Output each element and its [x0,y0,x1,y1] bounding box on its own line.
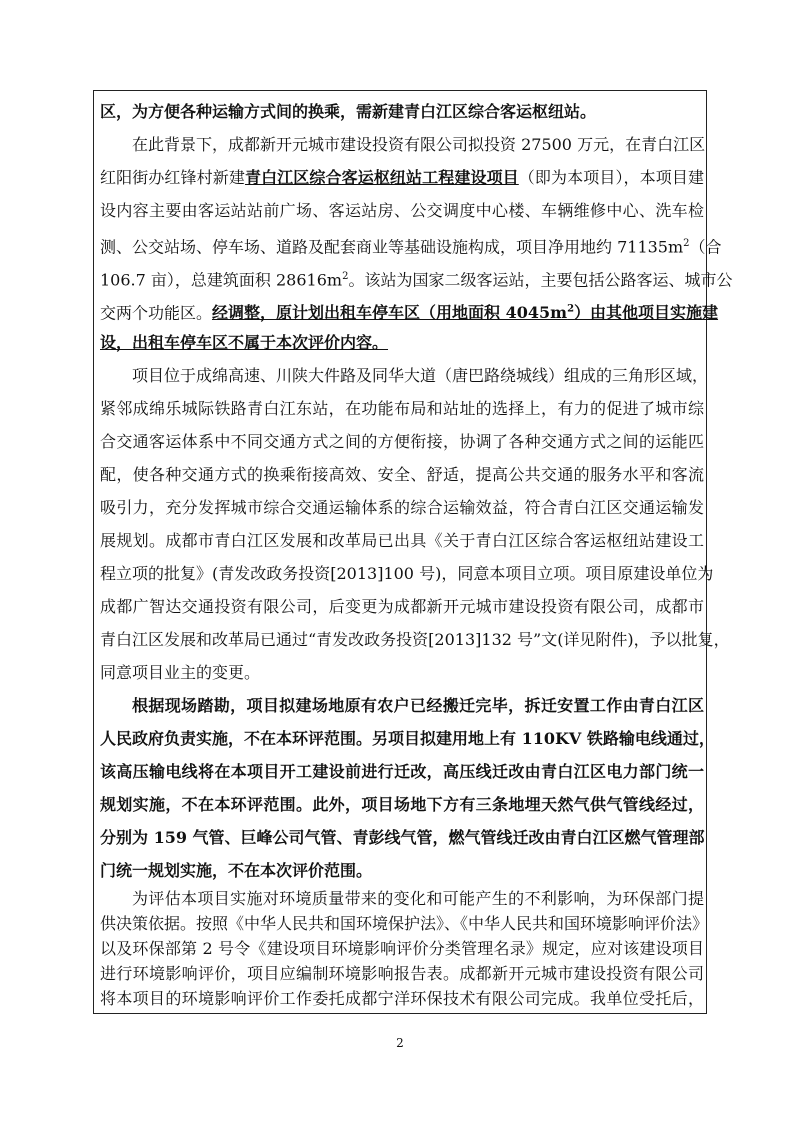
text-segment: 经调整，原计划出租车停车区（用地面积 4045m [212,303,568,323]
paragraph-3-line-5: 吸引力，充分发挥城市综合交通运输体系的综合运输效益，符合青白江区交通运输发 [100,498,704,517]
text-segment: （即为本项目），本项目建 [518,168,704,187]
paragraph-4-line-3: 该高压输电线将在本项目开工建设前进行迁改，高压线迁改由青白江区电力部门统一 [100,762,704,781]
paragraph-2-line-4 [100,229,722,259]
paragraph-4-line-4: 规划实施，不在本环评范围。此外，项目场地下方有三条地埋天然气供气管线经过， [100,795,704,814]
page-number: 2 [396,1036,404,1050]
superscript: 2 [683,238,690,249]
paragraph-5-line-4: 进行环境影响评价，项目应编制环境影响报告表。成都新开元城市建设投资有限公司 [100,964,704,983]
text-segment: 测、公交站场、停车场、道路及配套商业等基础设施构成，项目净用地约 71135m [100,237,684,257]
paragraph-5-line-3: 以及环保部第 2 号令《建设项目环境影响评价分类管理名录》规定，应对该建设项目 [100,939,704,958]
paragraph-2-line-2 [100,163,704,193]
paragraph-4-line-2: 人民政府负责实施，不在本环评范围。另项目拟建用地上有 110KV 铁路输电线通过， [100,729,715,748]
text-segment: 106.7 亩），总建筑面积 28616m [100,270,343,290]
paragraph-4-line-6: 门统一规划实施，不在本次评价范围。 [100,861,373,880]
text-segment: ）由其他项目实施建 [574,303,719,323]
superscript: 2 [567,304,575,315]
text-segment: 。该站为国家二级客运站，主要包括公路客运、城市公 [348,270,733,290]
paragraph-3-line-1: 项目位于成绵高速、川陕大件路及同华大道（唐巴路绕城线）组成的三角形区域， [132,366,709,385]
text-segment: 交两个功能区。 [100,303,213,323]
paragraph-2-line-6 [100,295,719,325]
adjustment-note [212,303,718,322]
paragraph-3-line-8: 成都广智达交通投资有限公司，后变更为成都新开元城市建设投资有限公司，成都市 [100,597,704,616]
superscript: 2 [342,271,349,282]
paragraph-3-line-2: 紧邻成绵乐城际铁路青白江东站，在功能布局和站址的选择上，有力的促进了城市综 [100,399,704,418]
paragraph-3-line-10: 同意项目业主的变更。 [100,663,261,682]
project-name-underlined: 青白江区综合客运枢纽站工程建设项目 [244,168,519,187]
paragraph-3-line-6: 展规划。成都市青白江区发展和改革局已出具《关于青白江区综合客运枢纽站建设工 [100,531,704,550]
paragraph-1-line-1: 区，为方便各种运输方式间的换乘，需新建青白江区综合客运枢纽站。 [100,102,597,121]
text-segment: （合 [689,237,722,257]
paragraph-2-line-3: 设内容主要由客运站站前广场、客运站房、公交调度中心楼、车辆维修中心、洗车检 [100,201,704,220]
paragraph-4-line-1: 根据现场踏勘，项目拟建场地原有农户已经搬迁完毕，拆迁安置工作由青白江区 [132,696,704,715]
paragraph-3-line-7: 程立项的批复》(青发改政务投资[2013]100 号)，同意本项目立项。项目原建设单位为 [100,564,714,583]
paragraph-2-line-7: 设，出租车停车区不属于本次评价内容。 [100,333,389,352]
paragraph-4-line-5: 分别为 159 气管、巨峰公司气管、青彭线气管，燃气管线迁改由青白江区燃气管理部 [100,828,705,847]
paragraph-3-line-3: 合交通客运体系中不同交通方式之间的方便衔接，协调了各种交通方式之间的运能匹 [100,432,704,451]
paragraph-5-line-2: 供决策依据。按照《中华人民共和国环境保护法》、《中华人民共和国环境影响评价法》 [100,914,709,933]
paragraph-3-line-9: 青白江区发展和改革局已通过“青发改政务投资[2013]132 号”文(详见附件)，予以批复， [100,630,730,649]
paragraph-5-line-1: 为评估本项目实施对环境质量带来的变化和可能产生的不利影响，为环保部门提 [132,889,704,908]
paragraph-2-line-1: 在此背景下，成都新开元城市建设投资有限公司拟投资 27500 万元，在青白江区 [132,135,706,154]
paragraph-2-line-5 [100,262,733,292]
paragraph-3-line-4: 配，使各种交通方式的换乘衔接高效、安全、舒适，提高公共交通的服务水平和客流 [100,465,704,484]
paragraph-5-line-5: 将本项目的环境影响评价工作委托成都宁洋环保技术有限公司完成。我单位受托后， [100,989,704,1008]
text-segment: 红阳街办红锋村新建 [100,168,245,187]
